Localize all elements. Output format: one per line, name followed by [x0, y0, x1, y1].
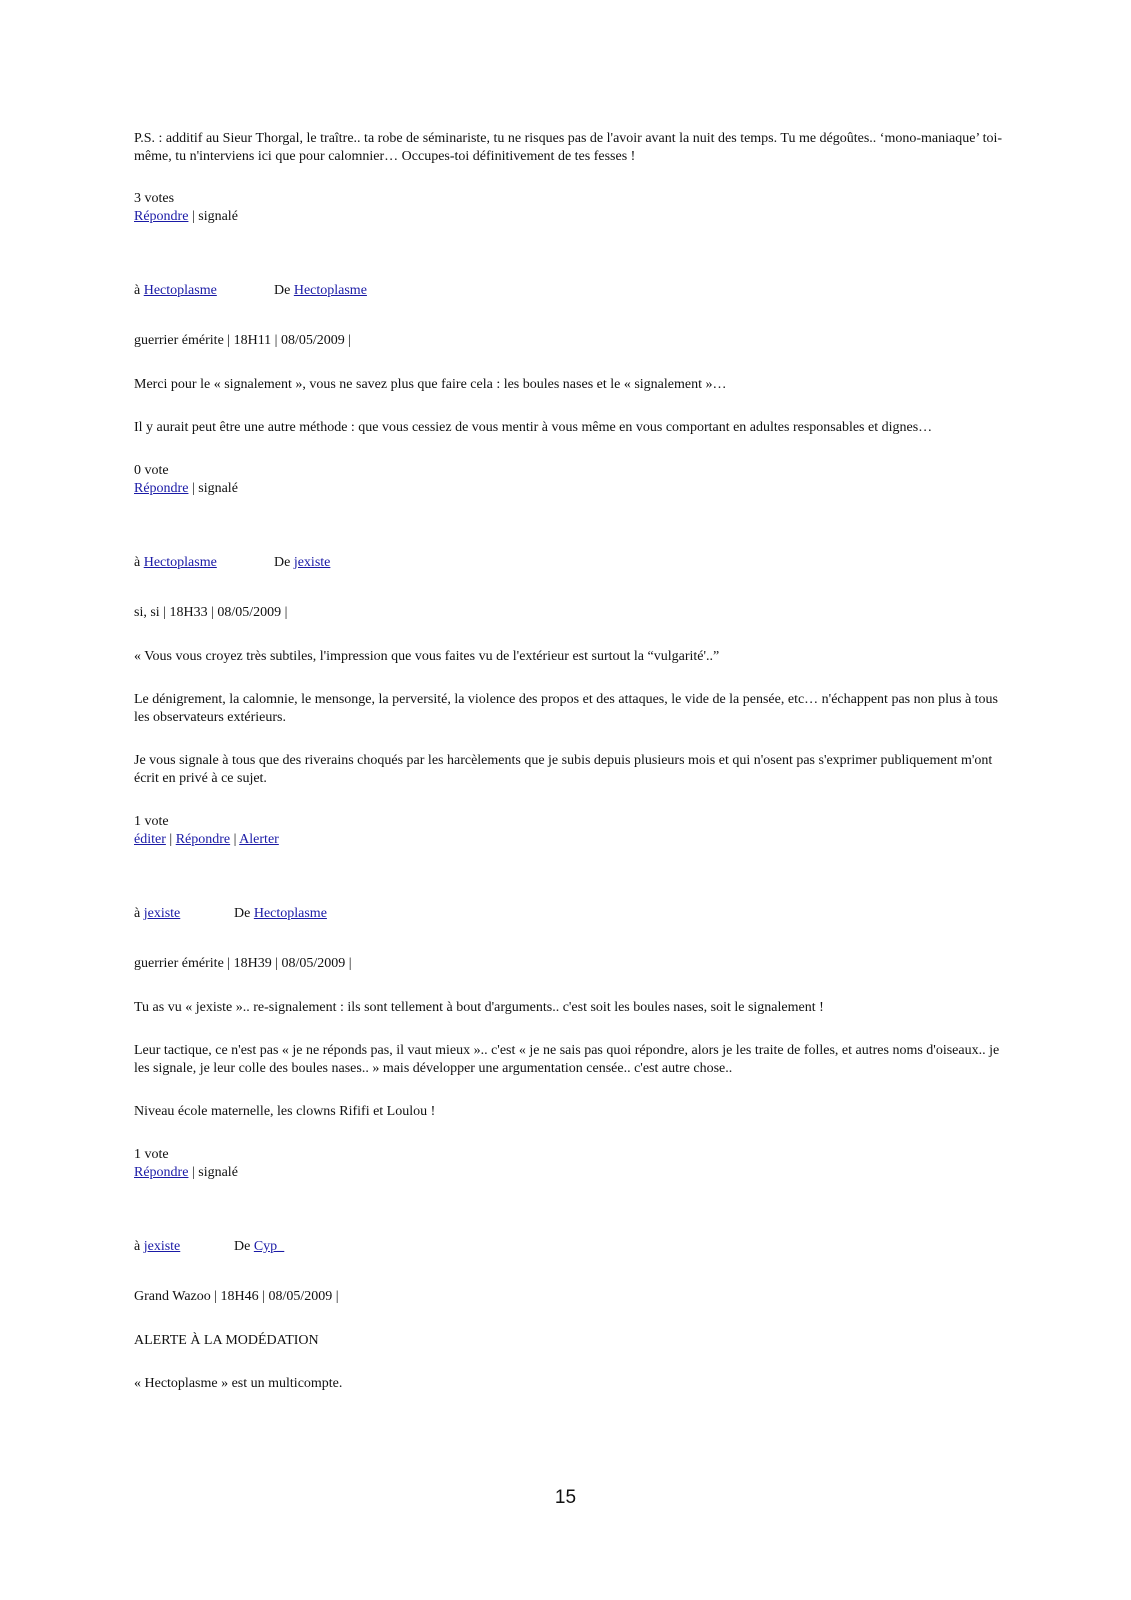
comment-paragraph: « Vous vous croyez très subtiles, l'impression que vous faites vu de l'extérieur est surtout la “vulgarité'..” [134, 649, 720, 664]
comment [134, 554, 1004, 849]
comment-body: P.S. : additif au Sieur Thorgal, le traître.. ta robe de séminariste, tu ne risques pas de l'avoir avant la nuit des temps. Tu me dégoûtes.. ‘mono-maniaque’ toi-même, tu n'interviens ici que pour calomnier… Occupes-toi définitivement de tes fesses ! [134, 131, 1003, 164]
alert-link[interactable]: Alerter [239, 832, 279, 847]
comment-meta: Grand Wazoo | 18H46 | 08/05/2009 | [134, 1289, 339, 1304]
reply-link[interactable]: Répondre [134, 209, 189, 224]
comment-actions [134, 480, 1004, 498]
vote-count: 1 vote [134, 1147, 169, 1162]
reply-link[interactable]: Répondre [175, 832, 231, 847]
comment-paragraph: « Hectoplasme » est un multicompte. [134, 1376, 343, 1391]
comment-paragraph: ALERTE À LA MODÉDATION [134, 1333, 319, 1348]
author: De Hectoplasme [234, 906, 327, 921]
comment-meta: guerrier émérite | 18H39 | 08/05/2009 | [134, 956, 352, 971]
reply-link[interactable]: Répondre [134, 481, 189, 496]
recipient-link[interactable]: jexiste [143, 1239, 181, 1254]
separator: | [233, 832, 237, 847]
comment-meta: guerrier émérite | 18H11 | 08/05/2009 | [134, 333, 352, 348]
comment-header [134, 905, 1004, 923]
recipient-link[interactable]: Hectoplasme [143, 555, 217, 570]
comment-paragraph: Leur tactique, ce n'est pas « je ne réponds pas, il vaut mieux ».. c'est « je ne sais pas quoi répondre, alors je les traite de folles, et autres noms d'oiseaux.. je les signale, je leur colle des boules nases.. » mais développer une argumentation censée.. c'est autre chose.. [134, 1043, 1000, 1076]
separator: | [191, 1165, 195, 1180]
author: De jexiste [274, 555, 331, 570]
vote-count: 3 votes [134, 191, 175, 206]
comment [134, 905, 1004, 1182]
comment-paragraph: Merci pour le « signalement », vous ne savez plus que faire cela : les boules nases et le « signalement »… [134, 377, 727, 392]
author: De Cyp_ [234, 1239, 285, 1254]
comment-paragraph: Niveau école maternelle, les clowns Rififi et Loulou ! [134, 1104, 436, 1119]
recipient: à jexiste [134, 906, 181, 921]
author: De Hectoplasme [274, 283, 367, 298]
comment-actions [134, 208, 1004, 226]
vote-count: 1 vote [134, 814, 169, 829]
recipient: à Hectoplasme [134, 555, 217, 570]
author-link[interactable]: Hectoplasme [253, 906, 327, 921]
recipient-link[interactable]: jexiste [143, 906, 181, 921]
separator: | [191, 209, 195, 224]
separator: | [169, 832, 173, 847]
flag-status: signalé [198, 481, 238, 496]
comment-paragraph: Tu as vu « jexiste ».. re-signalement : ils sont tellement à bout d'arguments.. c'est soit les boules nases, soit le signalement ! [134, 1000, 824, 1015]
comment-actions [134, 1164, 1004, 1182]
vote-count: 0 vote [134, 463, 169, 478]
recipient: à jexiste [134, 1239, 181, 1254]
separator: | [191, 481, 195, 496]
comment-header [134, 554, 1004, 572]
comment-header [134, 282, 1004, 300]
author-link[interactable]: Cyp_ [253, 1239, 285, 1254]
previous-comment-tail [134, 130, 1004, 226]
edit-link[interactable]: éditer [134, 832, 166, 847]
flag-status: signalé [198, 209, 238, 224]
author-link[interactable]: Hectoplasme [293, 283, 367, 298]
flag-status: signalé [198, 1165, 238, 1180]
recipient-link[interactable]: Hectoplasme [143, 283, 217, 298]
comment-meta: si, si | 18H33 | 08/05/2009 | [134, 605, 288, 620]
author-link[interactable]: jexiste [293, 555, 331, 570]
comment-paragraph: Le dénigrement, la calomnie, le mensonge, la perversité, la violence des propos et des attaques, le vide de la pensée, etc… n'échappent pas non plus à tous les observateurs extérieurs. [134, 692, 999, 725]
comment-paragraph: Je vous signale à tous que des riverains choqués par les harcèlements que je subis depuis plusieurs mois et qui n'osent pas s'exprimer publiquement m'ont écrit en privé à ce sujet. [134, 753, 993, 786]
page-number: 15 [554, 1487, 577, 1508]
comment-actions [134, 831, 1004, 849]
page-content [134, 130, 1004, 1418]
comment [134, 1238, 1004, 1393]
recipient: à Hectoplasme [134, 283, 217, 298]
comment [134, 282, 1004, 498]
reply-link[interactable]: Répondre [134, 1165, 189, 1180]
comment-paragraph: Il y aurait peut être une autre méthode : que vous cessiez de vous mentir à vous même en vous comportant en adultes responsables et dignes… [134, 420, 933, 435]
comment-header [134, 1238, 1004, 1256]
